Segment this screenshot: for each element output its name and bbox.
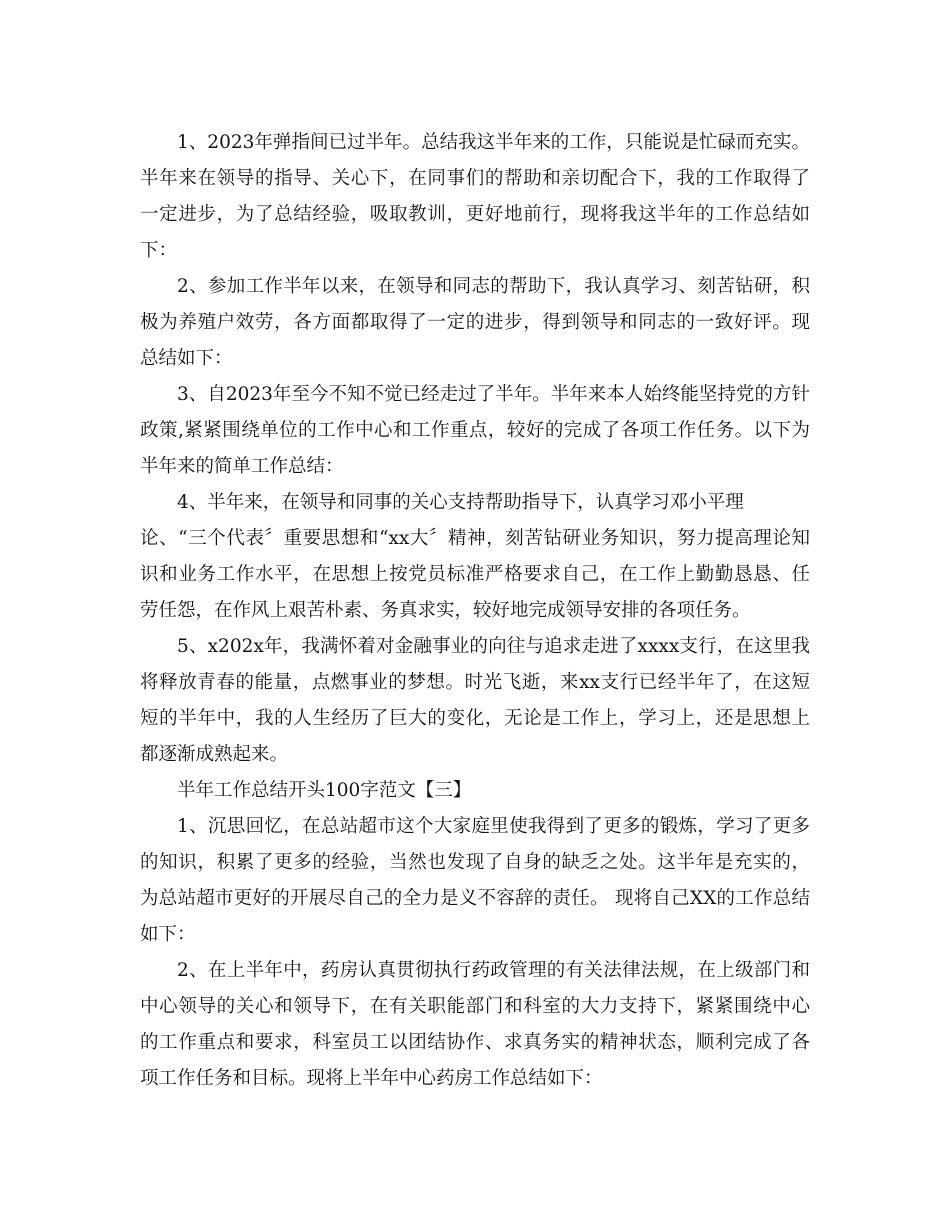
- text-line: 的知识，积累了更多的经验，当然也发现了自身的缺乏之处。这半年是充实的，: [140, 852, 810, 873]
- text-line: 半年来在领导的指导、关心下，在同事们的帮助和亲切配合下，我的工作取得了: [140, 168, 810, 189]
- text-line: 1、2023年弹指间已过半年。总结我这半年来的工作，只能说是忙碌而充实。: [177, 132, 810, 153]
- text-line: 识和业务工作水平，在思想上按党员标准严格要求自己，在工作上勤勤恳恳、任: [140, 564, 810, 585]
- text-line: 短的半年中，我的人生经历了巨大的变化，无论是工作上，学习上，还是思想上: [140, 708, 810, 729]
- text-line: 项工作任务和目标。现将上半年中心药房工作总结如下：: [140, 1068, 603, 1089]
- text-line: 极为养殖户效劳，各方面都取得了一定的进步，得到领导和同志的一致好评。现: [140, 312, 810, 333]
- text-line: 政策,紧紧围绕单位的工作中心和工作重点，较好的完成了各项工作任务。以下为: [140, 420, 810, 441]
- text-line: 一定进步，为了总结经验，吸取教训，更好地前行，现将我这半年的工作总结如: [140, 204, 810, 225]
- section-heading: 半年工作总结开头100字范文【三】: [177, 780, 472, 801]
- text-line: 论、“三个代表〞重要思想和“xx大〞精神，刻苦钻研业务知识，努力提高理论知: [140, 528, 810, 549]
- text-line: 2、参加工作半年以来，在领导和同志的帮助下，我认真学习、刻苦钻研，积: [177, 276, 810, 297]
- text-line: 劳任怨，在作风上艰苦朴素、务真求实，较好地完成领导安排的各项任务。: [140, 600, 751, 621]
- text-line: 为总站超市更好的开展尽自己的全力是义不容辞的责任。 现将自己XX的工作总结: [140, 888, 810, 909]
- text-line: 都逐渐成熟起来。: [140, 744, 289, 765]
- text-line: 4、半年来，在领导和同事的关心支持帮助指导下，认真学习邓小平理: [177, 492, 744, 513]
- text-line: 5、x202x年，我满怀着对金融事业的向往与追求走进了xxxx支行，在这里我: [177, 636, 810, 657]
- text-line: 总结如下：: [140, 348, 233, 369]
- text-line: 下：: [140, 240, 178, 261]
- text-line: 将释放青春的能量，点燃事业的梦想。时光飞逝，来xx支行已经半年了，在这短: [140, 672, 810, 693]
- text-line: 1、沉思回忆，在总站超市这个大家庭里使我得到了更多的锻炼，学习了更多: [177, 816, 810, 837]
- text-line: 2、在上半年中，药房认真贯彻执行药政管理的有关法律法规，在上级部门和: [177, 960, 810, 981]
- text-line: 的工作重点和要求，科室员工以团结协作、求真务实的精神状态，顺利完成了各: [140, 1032, 810, 1053]
- text-line: 中心领导的关心和领导下，在有关职能部门和科室的大力支持下，紧紧围绕中心: [140, 996, 810, 1017]
- text-line: 3、自2023年至今不知不觉已经走过了半年。半年来本人始终能坚持党的方针: [177, 384, 810, 405]
- text-line: 如下：: [140, 924, 196, 945]
- text-line: 半年来的简单工作总结：: [140, 456, 344, 477]
